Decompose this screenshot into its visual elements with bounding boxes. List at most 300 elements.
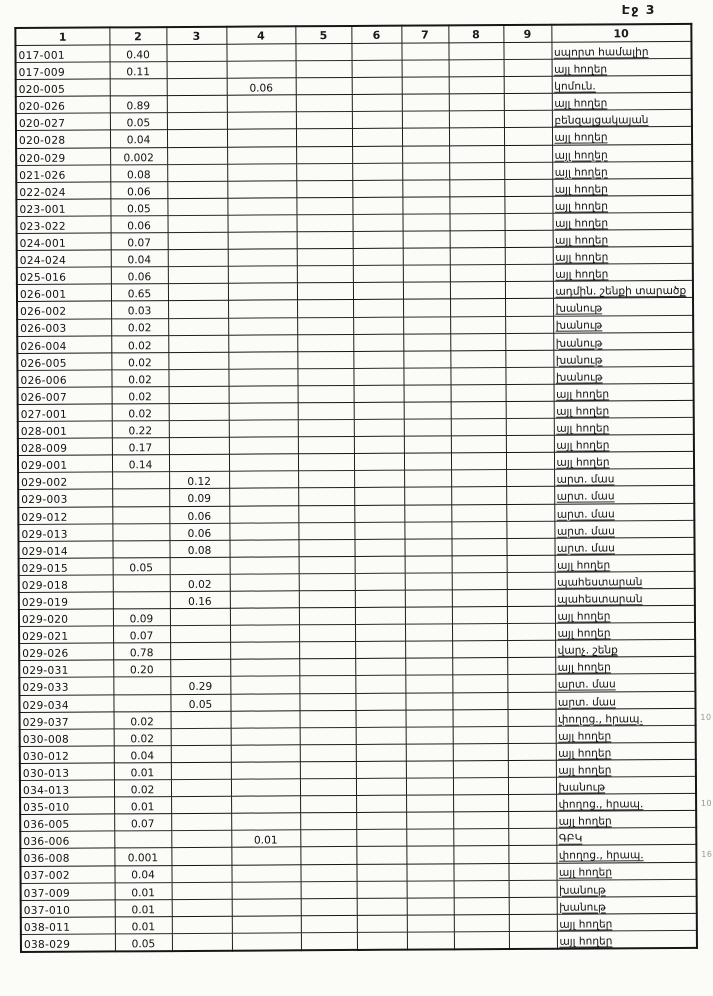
cell-col4 — [229, 471, 298, 489]
cell-col3 — [171, 779, 231, 796]
cell-col7 — [406, 727, 453, 744]
cell-col9 — [505, 367, 553, 384]
cell-col6 — [355, 556, 405, 573]
cell-col8 — [451, 504, 506, 521]
cell-col7 — [406, 863, 453, 880]
cell-col8 — [449, 111, 504, 128]
cell-col5 — [297, 249, 353, 266]
cell-col2: 0.07 — [113, 626, 170, 643]
handwritten-margin-note: 16 — [701, 849, 713, 859]
page-number-label: Էջ 3 — [621, 2, 656, 17]
cell-col2: 0.02 — [114, 780, 171, 797]
cell-col3 — [171, 865, 231, 882]
cell-col6 — [352, 60, 402, 77]
cell-col3 — [169, 386, 229, 403]
cell-col1: 029-033 — [19, 677, 113, 695]
cell-col9 — [509, 931, 557, 949]
cell-col1: 022-024 — [16, 182, 110, 200]
cell-col6 — [354, 522, 404, 539]
cell-col10: պահեստարան — [555, 571, 695, 589]
cell-col9 — [504, 213, 552, 230]
cell-col8 — [449, 196, 504, 213]
cell-col4 — [227, 215, 296, 233]
cell-col1: 029-012 — [18, 506, 112, 524]
cell-col7 — [404, 419, 451, 436]
cell-col5 — [299, 693, 355, 710]
cell-col10: սպորտ համալիր — [551, 41, 691, 59]
cell-col9 — [506, 452, 554, 469]
cell-col4 — [230, 608, 299, 626]
cell-col1: 036-008 — [20, 848, 114, 866]
cell-col6 — [356, 847, 406, 864]
cell-col9 — [508, 709, 556, 726]
cell-col2: 0.02 — [112, 386, 169, 403]
cell-col7 — [404, 453, 451, 470]
cell-col5 — [298, 539, 354, 556]
cell-col3 — [170, 660, 230, 677]
cell-col6 — [355, 624, 405, 641]
cell-col6 — [353, 351, 403, 368]
cell-col9 — [506, 470, 554, 487]
cell-col7 — [407, 880, 454, 897]
cell-col7 — [403, 368, 450, 385]
cell-col10: արտ. մաս — [554, 503, 694, 521]
cell-col2 — [113, 694, 170, 711]
cell-col4 — [231, 728, 300, 746]
cell-col10: այլ հողեր — [554, 417, 694, 435]
cell-col4 — [228, 369, 297, 387]
cell-col8 — [449, 128, 504, 145]
column-header-8: 8 — [448, 25, 503, 43]
cell-col5 — [300, 813, 356, 830]
cell-col3 — [172, 916, 232, 933]
cell-col9 — [505, 299, 553, 316]
cell-col4 — [231, 779, 300, 797]
cell-col10: արտ. մաս — [555, 691, 695, 709]
cell-col6 — [353, 368, 403, 385]
column-header-10: 10 — [551, 24, 691, 42]
cell-col8 — [453, 863, 508, 880]
cell-col2 — [112, 540, 169, 557]
land-parcel-table — [14, 23, 713, 953]
cell-col10: այլ հողեր — [555, 554, 695, 572]
cell-col7 — [401, 43, 448, 60]
cell-col5 — [301, 915, 357, 932]
cell-col2 — [113, 592, 170, 609]
cell-col6 — [355, 659, 405, 676]
cell-col3: 0.06 — [169, 523, 229, 540]
cell-col1: 029-019 — [19, 592, 113, 610]
cell-col9 — [508, 743, 556, 760]
cell-col6 — [354, 505, 404, 522]
cell-col4 — [230, 659, 299, 677]
cell-col5 — [300, 710, 356, 727]
cell-col1: 017-001 — [15, 45, 109, 63]
cell-col3 — [170, 625, 230, 642]
cell-col5 — [296, 197, 352, 214]
cell-col9 — [506, 401, 554, 418]
cell-col2: 0.01 — [114, 797, 171, 814]
cell-col7 — [404, 402, 451, 419]
cell-col2: 0.04 — [111, 250, 168, 267]
cell-col4 — [229, 420, 298, 438]
cell-col10: խանութ — [556, 776, 696, 794]
cell-col9 — [508, 863, 556, 880]
cell-col9 — [506, 504, 554, 521]
cell-col7 — [407, 915, 454, 932]
cell-col2: 0.05 — [115, 933, 172, 951]
cell-col4 — [227, 129, 296, 147]
cell-col1: 029-003 — [18, 489, 112, 507]
cell-col6 — [352, 129, 402, 146]
cell-col9 — [508, 811, 556, 828]
cell-col2: 0.05 — [110, 198, 167, 215]
cell-col10: այլ հողեր — [556, 742, 696, 760]
cell-col1: 038-011 — [21, 917, 115, 935]
cell-col10: այլ հողեր — [553, 264, 693, 282]
cell-col8 — [449, 94, 504, 111]
cell-col5 — [301, 898, 357, 915]
cell-col8 — [454, 897, 509, 914]
cell-col3 — [167, 78, 227, 95]
cell-col6 — [356, 727, 406, 744]
cell-col1: 026-001 — [17, 284, 111, 302]
cell-col10: արտ. մաս — [554, 520, 694, 538]
cell-col3: 0.05 — [170, 694, 230, 711]
cell-col2: 0.02 — [111, 335, 168, 352]
cell-col10: այլ հողեր — [556, 862, 696, 880]
cell-col8 — [448, 43, 503, 60]
cell-col8 — [450, 350, 505, 367]
cell-col9 — [507, 555, 555, 572]
cell-col8 — [451, 401, 506, 418]
cell-col5 — [297, 300, 353, 317]
cell-col10: խանութ — [553, 298, 693, 316]
cell-col8 — [449, 77, 504, 94]
cell-col1: 029-031 — [19, 660, 113, 678]
cell-col2: 0.06 — [110, 216, 167, 233]
cell-col1: 035-010 — [20, 797, 114, 815]
cell-col6 — [353, 248, 403, 265]
cell-col7 — [402, 111, 449, 128]
cell-col7 — [406, 846, 453, 863]
cell-col9 — [504, 76, 552, 93]
cell-col5 — [298, 505, 354, 522]
cell-col10: այլ հողեր — [552, 212, 692, 230]
cell-col5 — [296, 61, 352, 78]
cell-col1: 021-026 — [16, 165, 110, 183]
cell-col2: 0.04 — [110, 130, 167, 147]
cell-col7 — [403, 265, 450, 282]
cell-col10: խանութ — [557, 879, 697, 897]
cell-col10: այլ հողեր — [552, 93, 692, 111]
cell-col1: 029-002 — [18, 472, 112, 490]
cell-col1: 030-013 — [20, 763, 114, 781]
cell-col4 — [228, 232, 297, 250]
cell-col3 — [171, 745, 231, 762]
cell-col10: այլ հողեր — [555, 657, 695, 675]
cell-col10: այլ հողեր — [555, 623, 695, 641]
cell-col9 — [508, 829, 556, 846]
cell-col6 — [354, 419, 404, 436]
cell-col4 — [228, 351, 297, 369]
cell-col9 — [504, 196, 552, 213]
cell-col3 — [171, 813, 231, 830]
cell-col5 — [300, 796, 356, 813]
cell-col3 — [168, 352, 228, 369]
cell-col4 — [231, 745, 300, 763]
cell-col6 — [352, 146, 402, 163]
cell-col3: 0.09 — [169, 489, 229, 506]
cell-col4 — [231, 847, 300, 865]
cell-col7 — [407, 898, 454, 915]
cell-col9 — [504, 59, 552, 76]
cell-col1: 024-001 — [17, 233, 111, 251]
cell-col1: 029-026 — [19, 643, 113, 661]
cell-col3: 0.08 — [169, 540, 229, 557]
cell-col8 — [450, 248, 505, 265]
cell-col1: 030-008 — [20, 729, 114, 747]
cell-col6 — [354, 539, 404, 556]
cell-col6 — [356, 778, 406, 795]
cell-col4 — [230, 676, 299, 694]
cell-col1: 029-037 — [20, 712, 114, 730]
cell-col4 — [229, 454, 298, 472]
cell-col10: այլ հողեր — [557, 930, 697, 948]
cell-col3 — [169, 403, 229, 420]
cell-col2: 0.01 — [115, 899, 172, 916]
cell-col7 — [404, 504, 451, 521]
cell-col9 — [507, 606, 555, 623]
cell-col7 — [402, 180, 449, 197]
cell-col1: 029-021 — [19, 626, 113, 644]
cell-col10: այլ հողեր — [556, 759, 696, 777]
cell-col2: 0.02 — [111, 352, 168, 369]
cell-col1: 028-009 — [18, 438, 112, 456]
cell-col7 — [405, 607, 452, 624]
cell-col8 — [452, 590, 507, 607]
cell-col1: 025-016 — [17, 267, 111, 285]
cell-col10: արտ. մաս — [554, 486, 694, 504]
cell-col7 — [403, 316, 450, 333]
cell-col7 — [403, 333, 450, 350]
cell-col3 — [171, 796, 231, 813]
cell-col7 — [403, 282, 450, 299]
cell-col6 — [352, 94, 402, 111]
cell-col1: 020-029 — [16, 147, 110, 165]
cell-col5 — [300, 830, 356, 847]
cell-col5 — [299, 608, 355, 625]
cell-col4: 0.06 — [227, 78, 296, 96]
cell-col5 — [296, 112, 352, 129]
cell-col2: 0.07 — [114, 814, 171, 831]
cell-col10: ԳԲԿ — [556, 828, 696, 846]
cell-col1: 023-001 — [16, 199, 110, 217]
cell-col5 — [300, 847, 356, 864]
cell-col7 — [403, 351, 450, 368]
cell-col7 — [403, 299, 450, 316]
cell-col8 — [453, 743, 508, 760]
cell-col9 — [504, 162, 552, 179]
cell-col4 — [230, 625, 299, 643]
cell-col1: 029-018 — [19, 575, 113, 593]
cell-col2: 0.02 — [111, 318, 168, 335]
cell-col4 — [227, 181, 296, 199]
cell-col2: 0.89 — [110, 96, 167, 113]
cell-col8 — [451, 419, 506, 436]
cell-col1: 028-001 — [18, 421, 112, 439]
cell-col10: այլ հողեր — [552, 58, 692, 76]
cell-col8 — [449, 162, 504, 179]
cell-col1: 036-006 — [20, 831, 114, 849]
cell-col9 — [505, 230, 553, 247]
column-header-4: 4 — [226, 26, 295, 44]
cell-col2 — [110, 79, 167, 96]
cell-col9 — [507, 623, 555, 640]
cell-col1: 026-005 — [17, 353, 111, 371]
cell-col5 — [296, 214, 352, 231]
cell-col5 — [297, 368, 353, 385]
cell-col3 — [167, 96, 227, 113]
cell-col3 — [172, 882, 232, 899]
cell-col9 — [505, 316, 553, 333]
cell-col1: 030-012 — [20, 746, 114, 764]
cell-col10: այլ հողեր — [552, 127, 692, 145]
cell-col6 — [354, 385, 404, 402]
cell-col6 — [357, 898, 407, 915]
cell-col9 — [505, 264, 553, 281]
cell-col5 — [296, 146, 352, 163]
cell-col10: այլ հողեր — [556, 725, 696, 743]
column-header-5: 5 — [295, 26, 351, 44]
table-row — [21, 930, 697, 952]
cell-col10: այլ հողեր — [552, 178, 692, 196]
cell-col2: 0.11 — [110, 62, 167, 79]
cell-col2: 0.01 — [115, 916, 172, 933]
cell-col9 — [506, 418, 554, 435]
cell-col1: 020-026 — [16, 96, 110, 114]
cell-col2: 0.40 — [109, 45, 166, 62]
cell-col8 — [454, 880, 509, 897]
cell-col5 — [296, 95, 352, 112]
cell-col3 — [167, 181, 227, 198]
cell-col9 — [508, 794, 556, 811]
cell-col10: արտ. մաս — [554, 469, 694, 487]
cell-col3 — [168, 369, 228, 386]
cell-col2: 0.20 — [113, 660, 170, 677]
cell-col2 — [112, 506, 169, 523]
cell-col7 — [406, 761, 453, 778]
cell-col9 — [503, 42, 551, 59]
cell-col7 — [402, 128, 449, 145]
cell-col8 — [453, 795, 508, 812]
cell-col6 — [355, 590, 405, 607]
cell-col10: արտ. մաս — [555, 674, 695, 692]
cell-col1: 026-007 — [18, 387, 112, 405]
cell-col3 — [172, 933, 232, 951]
cell-col10: այլ հողեր — [554, 383, 694, 401]
cell-col9 — [505, 350, 553, 367]
cell-col6 — [352, 180, 402, 197]
cell-col6 — [353, 265, 403, 282]
cell-col4 — [228, 334, 297, 352]
cell-col9 — [509, 880, 557, 897]
cell-col4 — [231, 864, 300, 882]
cell-col3: 0.16 — [170, 591, 230, 608]
cell-col9 — [506, 435, 554, 452]
cell-col6 — [357, 915, 407, 932]
cell-col10: արտ. մաս — [554, 537, 694, 555]
cell-col8 — [449, 179, 504, 196]
cell-col6 — [352, 197, 402, 214]
cell-col5 — [300, 727, 356, 744]
cell-col7 — [402, 60, 449, 77]
cell-col1: 020-005 — [16, 79, 110, 97]
cell-col4 — [227, 95, 296, 113]
handwritten-margin-note: 10 — [700, 713, 712, 723]
cell-col4 — [230, 574, 299, 592]
cell-col1: 020-028 — [16, 130, 110, 148]
cell-col10: փողոց., հրապ. 16 — [556, 845, 696, 863]
cell-col10: այլ հողեր — [557, 913, 697, 931]
cell-col3 — [168, 266, 228, 283]
cell-col4 — [228, 266, 297, 284]
cell-col7 — [406, 795, 453, 812]
cell-col3: 0.12 — [169, 472, 229, 489]
cell-col10: ադմին. շենքի տարածք — [553, 281, 693, 299]
cell-col7 — [407, 932, 454, 950]
cell-col2: 0.06 — [111, 267, 168, 284]
cell-col4 — [229, 386, 298, 404]
cell-col5 — [298, 471, 354, 488]
cell-col8 — [451, 470, 506, 487]
cell-col5 — [299, 573, 355, 590]
cell-col10: այլ հողեր — [554, 435, 694, 453]
cell-col6 — [353, 334, 403, 351]
column-header-3: 3 — [166, 27, 226, 45]
cell-col8 — [449, 213, 504, 230]
cell-col4 — [230, 642, 299, 660]
cell-col10: այլ հողեր — [556, 811, 696, 829]
cell-col9 — [506, 384, 554, 401]
cell-col5 — [299, 625, 355, 642]
cell-col2: 0.22 — [112, 421, 169, 438]
cell-col7 — [402, 77, 449, 94]
cell-col1: 036-005 — [20, 814, 114, 832]
cell-col7 — [404, 385, 451, 402]
cell-col3 — [171, 831, 231, 848]
cell-col3 — [172, 899, 232, 916]
cell-col4 — [228, 300, 297, 318]
cell-col5 — [301, 932, 357, 950]
cell-col3 — [169, 420, 229, 437]
cell-col3: 0.02 — [170, 574, 230, 591]
cell-col3 — [169, 437, 229, 454]
cell-col3 — [166, 44, 226, 61]
cell-col5 — [298, 385, 354, 402]
cell-col3 — [170, 642, 230, 659]
cell-col4 — [227, 163, 296, 181]
cell-col5 — [297, 317, 353, 334]
cell-col3 — [167, 113, 227, 130]
cell-col9 — [506, 521, 554, 538]
cell-col6 — [352, 112, 402, 129]
cell-col5 — [297, 351, 353, 368]
cell-col2 — [113, 574, 170, 591]
cell-col7 — [406, 812, 453, 829]
cell-col6 — [357, 932, 407, 950]
cell-col5 — [300, 744, 356, 761]
